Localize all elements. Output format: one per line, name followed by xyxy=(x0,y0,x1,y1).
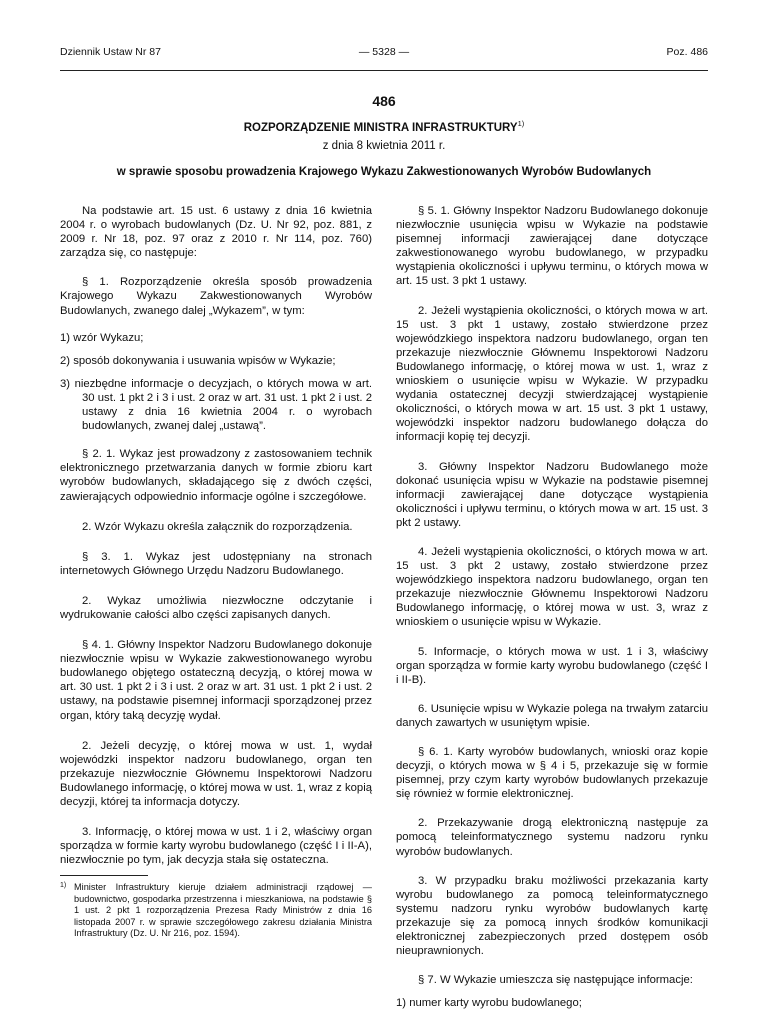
title-text: ROZPORZĄDZENIE MINISTRA INFRASTRUKTURY xyxy=(243,121,518,134)
item-text: sposób dokonywania i usuwania wpisów w Wykazie; xyxy=(73,354,336,367)
item-number: 3) xyxy=(60,377,71,390)
left-column xyxy=(60,204,372,939)
item-number: 1) xyxy=(396,997,407,1010)
section-5-5: 5. Informacje, o których mowa w ust. 1 i 3, właściwy organ sporządza w formie karty wyrobu budowlanego (część I i II-B). xyxy=(396,645,708,686)
document-number: 486 xyxy=(372,93,396,109)
list-item xyxy=(60,354,372,368)
section-1: § 1. Rozporządzenie określa sposób prowadzenia Krajowego Wykazu Zakwestionowanych Wyrobów Budowlanych, zwanego dalej „Wykazem”, w tym: xyxy=(60,276,372,317)
section-4-3: 3. Informację, o której mowa w ust. 1 i 2, właściwy organ sporządza w formie karty wyrobu budowlanego (część I i II-A), niezwłocznie po tym, jak decyzja stała się ostateczna. xyxy=(60,826,372,867)
position-number: Poz. 486 xyxy=(666,46,708,58)
section-3-1: § 3. 1. Wykaz jest udostępniany na stronach internetowych Głównego Urzędu Nadzoru Budowlanego. xyxy=(60,550,372,577)
list-item xyxy=(60,377,372,433)
section-5-1: § 5. 1. Główny Inspektor Nadzoru Budowlanego dokonuje niezwłocznie usunięcia wpisu w Wykazie na podstawie pisemnej informacji zawierającej dane dotyczące zakwestionowanego wyrobu budowlanego, w przypadku wystąpienia okoliczności i upływu terminu, o których mowa w art. 15 ust. 3 pkt 1 ustawy. xyxy=(396,205,708,288)
preamble: Na podstawie art. 15 ust. 6 ustawy z dnia 16 kwietnia 2004 r. o wyrobach budowlanych (Dz. U. Nr 92, poz. 881, z 2009 r. Nr 18, poz. 97 oraz z 2010 r. Nr 114, poz. 760) zarządza się, co następuje: xyxy=(60,205,372,260)
section-5-3: 3. Główny Inspektor Nadzoru Budowlanego może dokonać usunięcia wpisu w Wykazie na podstawie pisemnej informacji zawierającej dane dotyczące wystąpienia okoliczności i upływu terminu, o których mowa w art. 15 ust. 3 pkt 2 ustawy. xyxy=(396,460,708,529)
page-number: — 5328 — xyxy=(358,46,410,58)
item-text: niezbędne informacje o decyzjach, o których mowa w art. 30 ust. 1 pkt 2 i 3 i ust. 2 oraz w art. 31 ust. 1 pkt 2 i ust. 2 ustawy z dnia 16 kwietnia 2004 r. o wyrobach budowlanych, zwanej dalej „ustawą”. xyxy=(74,377,372,433)
section-5-4: 4. Jeżeli wystąpienia okoliczności, o których mowa w art. 15 ust. 3 pkt 2 ustawy, zostało stwierdzone przez wojewódzkiego inspektora nadzoru budowlanego, organ ten przekazuje niezwłocznie Głównemu Inspektorowi Nadzoru Budowlanego informację, o której mowa w ust. 3, wraz z wnioskiem o usunięcie wpisu w Wykazie. xyxy=(396,545,708,629)
item-text: numer karty wyrobu budowlanego; xyxy=(409,997,582,1010)
list-item xyxy=(60,331,372,345)
footnote-rule xyxy=(60,875,148,876)
section-6-2: 2. Przekazywanie drogą elektroniczną następuje za pomocą teleinformatycznego systemu nadzoru rynku wyrobów budowlanych. xyxy=(396,817,708,858)
title-footnote-mark: 1) xyxy=(517,119,525,128)
footnote-text: Minister Infrastruktury kieruje działem administracji rządowej — budownictwo, gospodarka przestrzenna i mieszkaniowa, na podstawie § 1 ust. 2 pkt 1 rozporządzenia Prezesa Rady Ministrów z dnia 16 listopada 2007 r. w sprawie szczegółowego zakresu działania Ministra Infrastruktury (Dz. U. Nr 216, poz. 1594). xyxy=(74,882,372,938)
footnote-mark: 1) xyxy=(60,882,67,890)
section-5-6: 6. Usunięcie wpisu w Wykazie polega na trwałym zatarciu danych zawartych w usuniętym wpisie. xyxy=(396,702,708,729)
item-text: wzór Wykazu; xyxy=(73,331,144,344)
list-item xyxy=(396,996,708,1010)
header-rule xyxy=(60,70,708,71)
right-column xyxy=(396,204,708,1010)
document-title xyxy=(0,119,768,134)
section-3-2: 2. Wykaz umożliwia niezwłoczne odczytanie i wydrukowanie całości albo części zapisanych danych. xyxy=(60,594,372,621)
item-number: 2) xyxy=(60,354,71,367)
section-4-1: § 4. 1. Główny Inspektor Nadzoru Budowlanego dokonuje niezwłocznie wpisu w Wykazie zakwestionowanego wyrobu budowlanego objętego ostateczną decyzją, o której mowa w art. 30 ust. 1 pkt 2 i 3 i ust. 2 oraz w art. 31 ust. 1 pkt 2 i ust. 2 ustawy, na podstawie pisemnej informacji sporządzonej przez organ, który taką decyzję wydał. xyxy=(60,639,372,722)
section-6-1: § 6. 1. Karty wyrobów budowlanych, wnioski oraz kopie decyzji, o których mowa w § 4 i 5, przekazuje się w formie pisemnej, przy czym karty wyrobów budowlanych przekazuje się również w formie elektronicznej. xyxy=(396,746,708,801)
section-2-2: 2. Wzór Wykazu określa załącznik do rozporządzenia. xyxy=(82,520,353,533)
document-subject: w sprawie sposobu prowadzenia Krajowego Wykazu Zakwestionowanych Wyrobów Budowlanych xyxy=(116,166,652,178)
section-2-1: § 2. 1. Wykaz jest prowadzony z zastosowaniem technik elektronicznego przetwarzania danych w formie zbioru kart wyrobów budowlanych, składającego się z dwóch części, zawierających odpowiednio informacje ogólne i szczegółowe. xyxy=(60,448,372,503)
journal-name: Dziennik Ustaw Nr 87 xyxy=(60,46,161,58)
section-7: § 7. W Wykazie umieszcza się następujące informacje: xyxy=(418,974,693,987)
section-6-3: 3. W przypadku braku możliwości przekazania karty wyrobu budowlanego za pomocą teleinformatycznego systemu nadzoru rynku wyrobów budowlanych kartę przekazuje się za pomocą innych środków komunikacji elektronicznej zabezpieczonych przed dostępem osób nieuprawnionych. xyxy=(396,874,708,958)
document-date: z dnia 8 kwietnia 2011 r. xyxy=(322,140,446,152)
section-4-2: 2. Jeżeli decyzję, o której mowa w ust. 1, wydał wojewódzki inspektor nadzoru budowlanego, organ ten przekazuje niezwłocznie Głównemu Inspektorowi Nadzoru Budowlanego informację, o której mowa w ust. 1, wraz z kopią decyzji, której ta informacja dotyczy. xyxy=(60,739,372,808)
footnote xyxy=(60,882,372,939)
item-number: 1) xyxy=(60,331,71,344)
section-5-2: 2. Jeżeli wystąpienia okoliczności, o których mowa w art. 15 ust. 3 pkt 1 ustawy, zostało stwierdzone przez wojewódzkiego inspektora nadzoru budowlanego, organ ten przekazuje niezwłocznie Głównemu Inspektorowi Nadzoru Budowlanego informację, o której mowa w ust. 1, wraz z wnioskiem o usunięcie wpisu w Wykazie. W przypadku wydania ostatecznej decyzji stwierdzającej wystąpienie okoliczności, o których mowa w art. 15 ust. 3 pkt 1 ustawy, wojewódzki inspektor nadzoru budowlanego dołącza do informacji kopię tej decyzji. xyxy=(396,304,708,444)
